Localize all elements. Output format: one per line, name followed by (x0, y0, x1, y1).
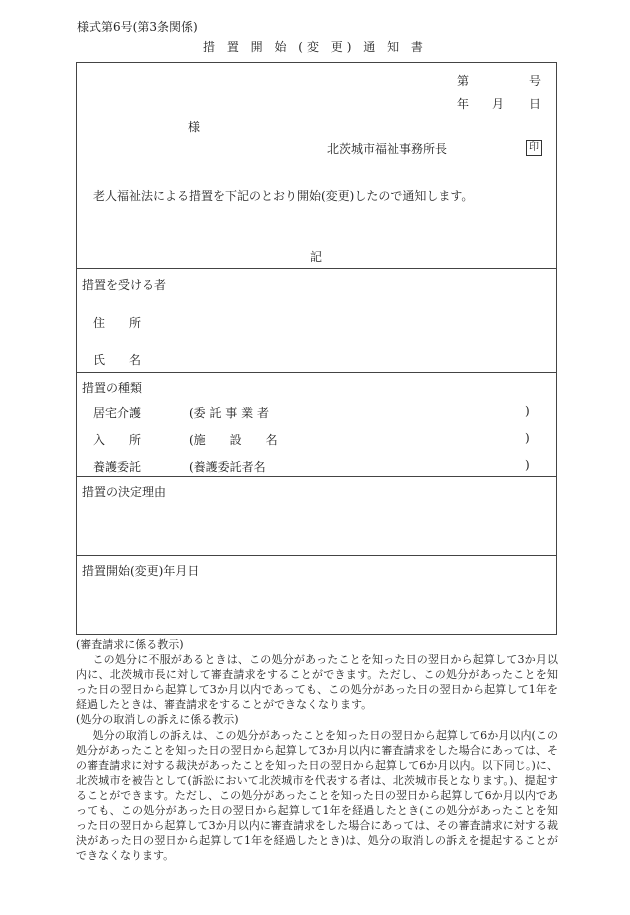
revoke-line: か月以内。以下同じ。)に、北茨城市を被告として(訴訟において北茨城市を代表する者 (76, 758, 559, 787)
type-row-detail: (委 託 事 業 者 (189, 406, 269, 420)
type-row-close: ) (525, 458, 530, 472)
revoke-line: ります。 (131, 849, 175, 863)
type-row-detail: (施 設 名 (189, 433, 278, 447)
name-label: 氏 名 (93, 353, 142, 367)
seal-mark: 印 (526, 140, 542, 156)
divider-type (76, 476, 557, 477)
notice-body: 老人福祉法による措置を下記のとおり開始(変更)したので通知します。 (93, 189, 474, 203)
revoke-line: 起算して1年を経過したとき(この処分があったことを知った日の翌日から起算して3か (76, 804, 558, 833)
divider-recipient (76, 372, 557, 373)
revoke-line: 月以内に審査請求をした場合にあっては、その審査請求に対する裁決があった日の翌日 (76, 819, 558, 848)
revoke-line: 処分の取消しの訴えは、この処分があったことを知った日の翌日から起算して6か月以 (92, 728, 521, 742)
review-text (76, 652, 558, 712)
reason-heading: 措置の決定理由 (82, 485, 167, 499)
date-day: 日 (529, 97, 542, 111)
type-row-label: 入 所 (93, 433, 142, 447)
date-year: 年 (457, 97, 470, 111)
type-heading: 措置の種類 (82, 381, 143, 395)
review-line: あったことを知った日の翌日から起算して3か月以内であっても、この処分があった日の (76, 668, 559, 697)
revoke-line: は、北茨城市長となります。)、提起することができます。ただし、この処分があったこ (76, 773, 558, 802)
ki-label: 記 (310, 250, 323, 264)
recipient-heading: 措置を受ける者 (82, 278, 167, 292)
revoke-line: とを知った日の翌日から起算して6か月以内であっても、この処分があった日の翌日から (76, 788, 559, 818)
sender-name: 北茨城市福祉事務所長 (327, 142, 448, 156)
review-heading: (審査請求に係る教示) (76, 638, 184, 651)
review-line: か月以内に、北茨城市長に対して審査請求をすることができます。ただし、この処分が (76, 653, 559, 682)
form-frame (76, 62, 557, 635)
review-line: この処分に不服があるときは、この処分があったことを知った日の翌日から起算して3 (92, 653, 525, 667)
legal-notes (76, 637, 558, 863)
start-date-heading: 措置開始(変更)年月日 (82, 564, 200, 578)
revoke-line: から起算して1年を経過したとき)は、処分の取消しの訴えを提起することができなくな (76, 834, 558, 863)
revoke-line: 内(この処分があったことを知った日の翌日から起算して3か月以内に審査請求をした場 (76, 728, 558, 757)
type-row-label: 養護委託 (93, 460, 142, 474)
address-label: 住 所 (93, 316, 142, 330)
divider-reason (76, 555, 557, 556)
type-row-close: ) (525, 431, 530, 445)
document-title: 措 置 開 始 (変 更) 通 知 書 (203, 40, 427, 54)
revoke-line: 合にあっては、その審査請求に対する裁決があったことを知った日の翌日から起算して6 (76, 743, 559, 772)
review-line: 翌日から起算して1年を経過したときは、審査請求をすることができなくなります。 (76, 683, 559, 712)
addressee-sama: 様 (188, 120, 201, 134)
number-go: 号 (529, 74, 542, 88)
type-row-detail: (養護委託者名 (189, 460, 266, 474)
date-month: 月 (492, 97, 505, 111)
type-row-close: ) (525, 404, 530, 418)
form-number-label: 様式第6号(第3条関係) (77, 20, 198, 34)
type-row-label: 居宅介護 (93, 406, 142, 420)
divider-top (76, 268, 557, 269)
revoke-heading: (処分の取消しの訴えに係る教示) (76, 713, 239, 727)
number-dai: 第 (457, 74, 470, 88)
revoke-text (76, 728, 558, 864)
